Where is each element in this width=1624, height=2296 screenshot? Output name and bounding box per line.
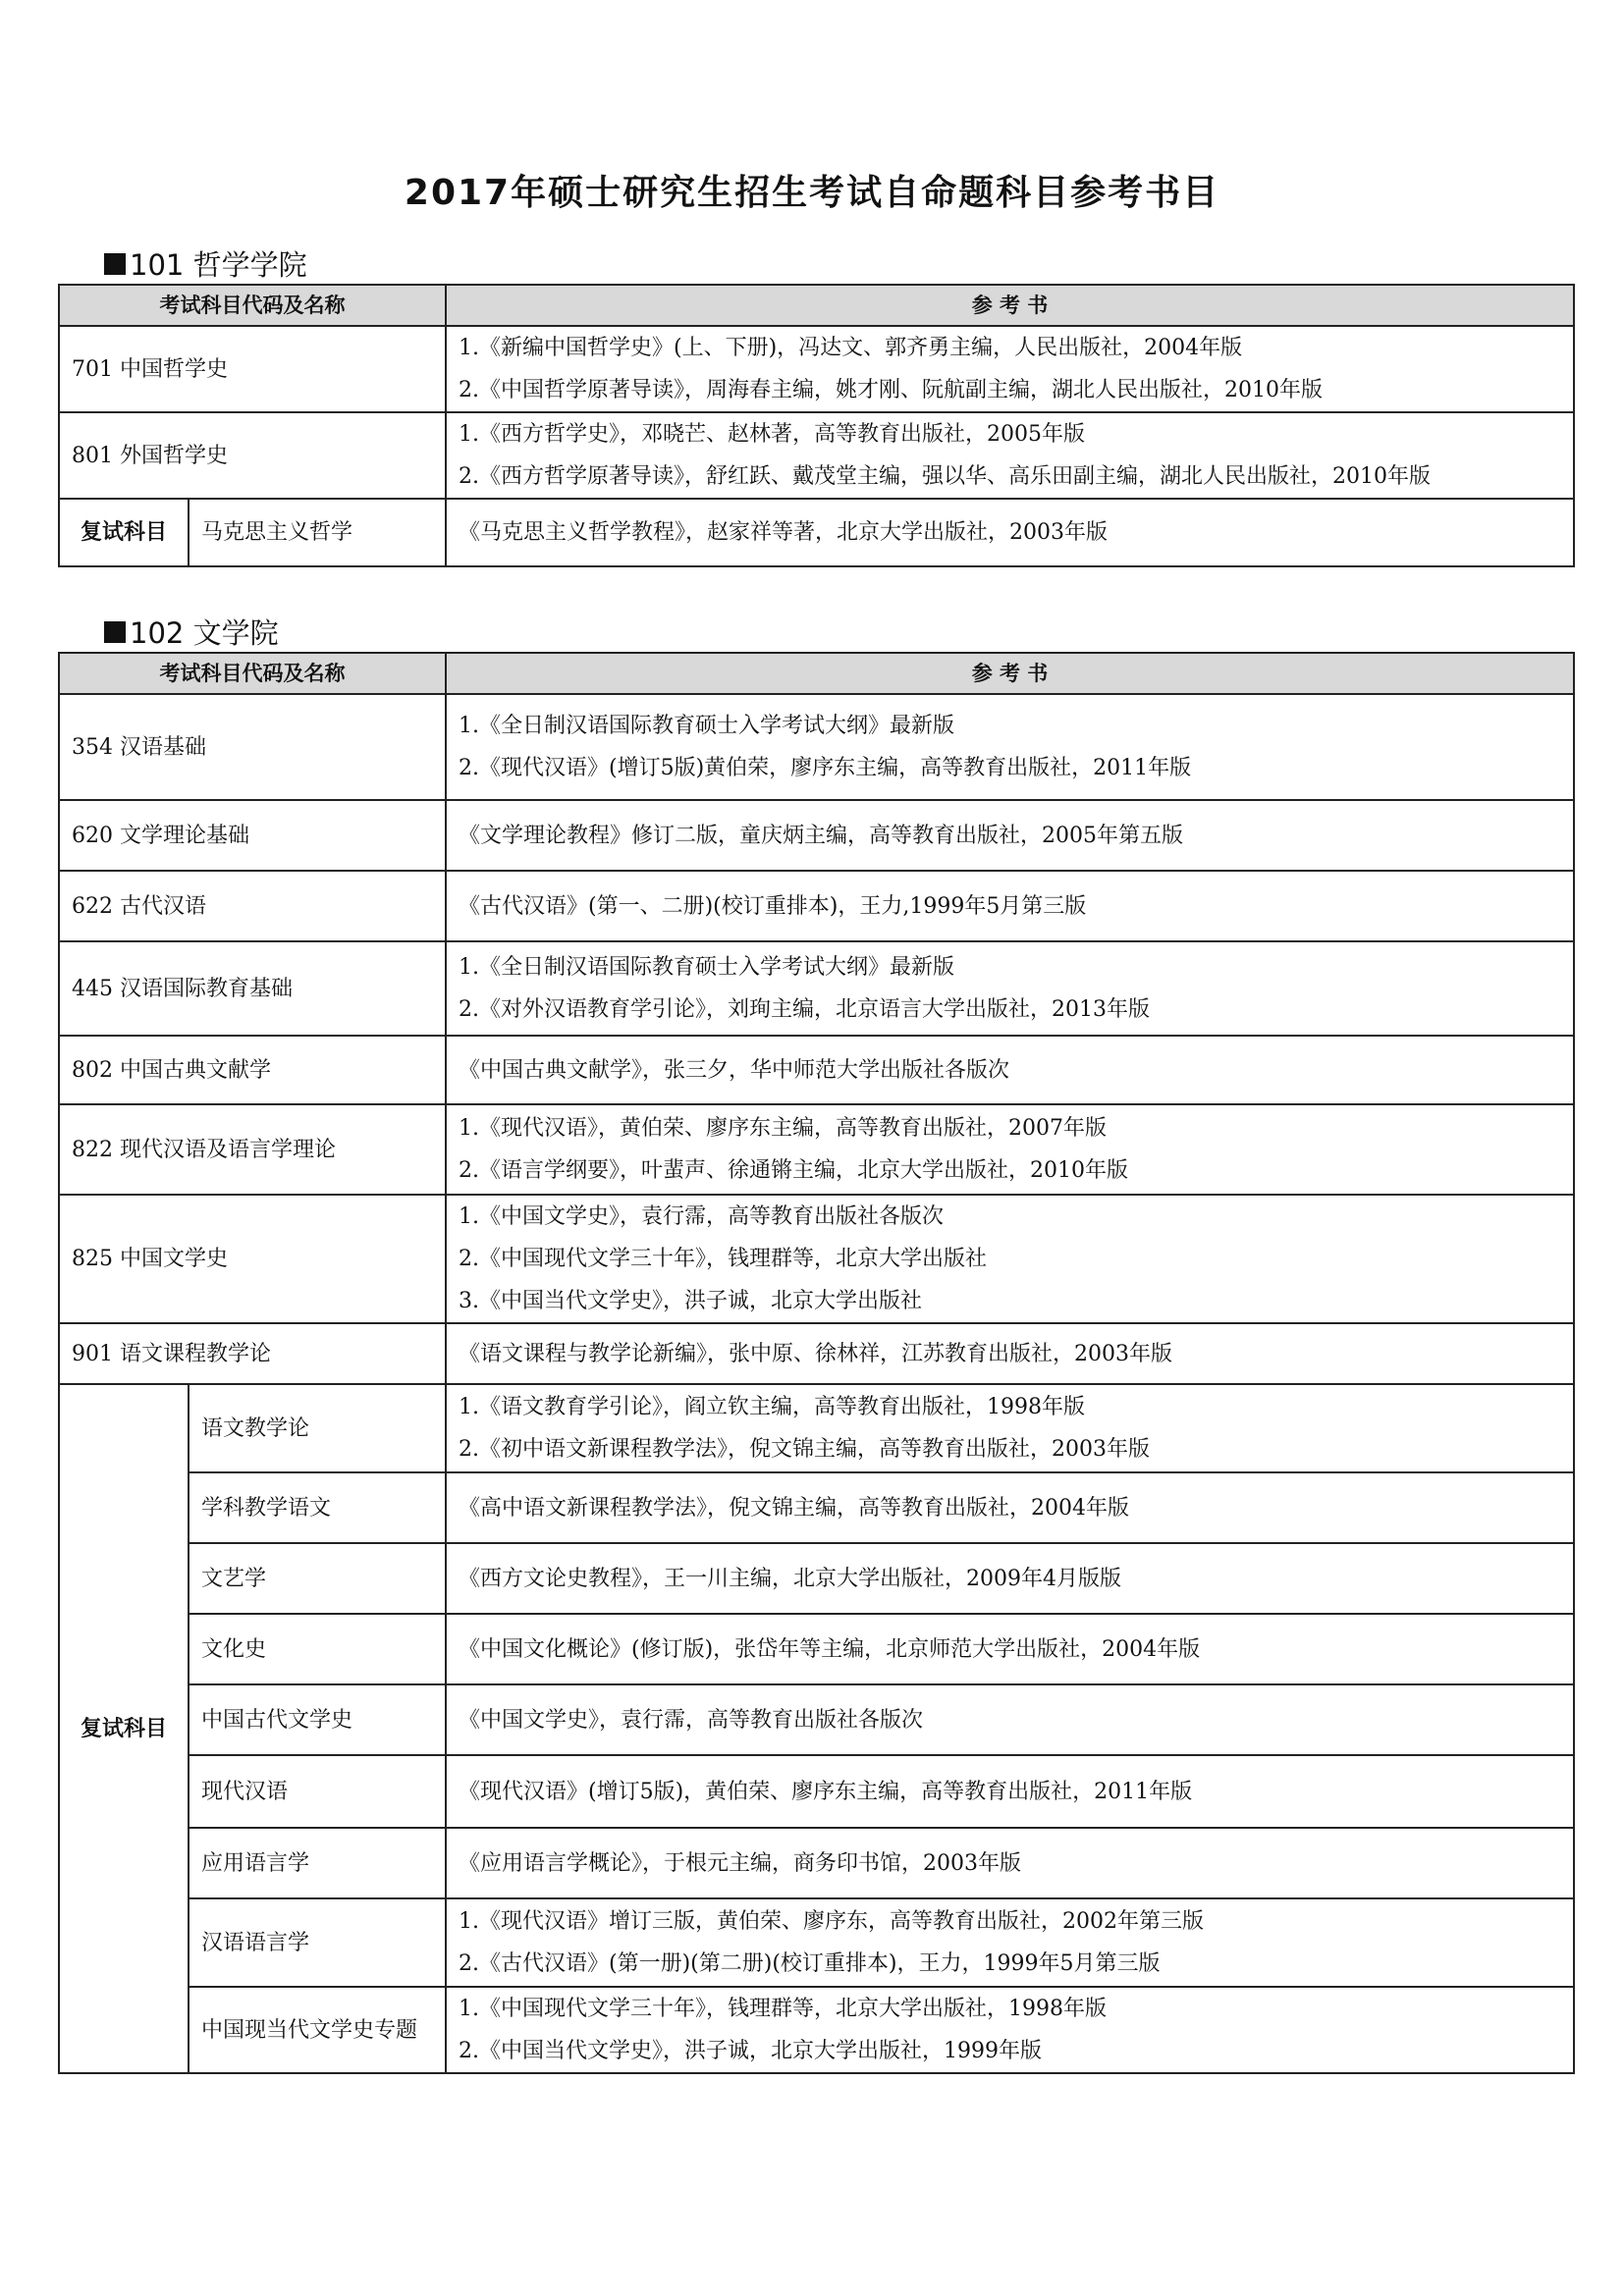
books-cell [446,1898,1574,1987]
retest-subject-cell: 学科教学语文 [189,1472,446,1543]
table-row [59,1755,1574,1828]
retest-subject-cell: 中国现当代文学史专题 [189,1987,446,2073]
books-cell [446,871,1574,941]
book-entry: 1.《现代汉语》增订三版，黄伯荣、廖序东，高等教育出版社，2002年第三版 [459,1909,1204,1934]
section-heading-philosophy [104,243,307,284]
subject-cell: 701 中国哲学史 [59,326,446,412]
square-bullet-icon [104,621,126,643]
literature-reference-table [58,652,1575,2074]
books-cell [446,1755,1574,1828]
retest-label: 复试科目 [59,1384,189,2073]
subject-cell: 901 语文课程教学论 [59,1323,446,1384]
books-cell [446,1543,1574,1614]
header-subject: 考试科目代码及名称 [59,653,446,694]
book-entry: 2.《古代汉语》(第一册)(第二册)(校订重排本)，王力，1999年5月第三版 [459,1951,1161,1976]
book-entry: 2.《对外汉语教育学引论》，刘珣主编，北京语言大学出版社，2013年版 [459,997,1150,1022]
books-cell [446,1323,1574,1384]
book-entry: 《中国文化概论》(修订版)，张岱年等主编，北京师范大学出版社，2004年版 [459,1636,1201,1662]
table-row [59,871,1574,941]
table-row [59,326,1574,412]
book-entry: 2.《语言学纲要》，叶蜚声、徐通锵主编，北京大学出版社，2010年版 [459,1158,1128,1183]
book-entry: 3.《中国当代文学史》，洪子诚，北京大学出版社 [459,1289,922,1313]
retest-subject-cell: 语文教学论 [189,1384,446,1472]
book-entry: 1.《现代汉语》，黄伯荣、廖序东主编，高等教育出版社，2007年版 [459,1116,1107,1141]
header-books: 参 考 书 [446,285,1574,326]
retest-subject-cell: 中国古代文学史 [189,1684,446,1755]
table-row [59,800,1574,871]
table-row [59,1828,1574,1898]
table-row [59,412,1574,499]
books-cell [446,1104,1574,1195]
table-row [59,1323,1574,1384]
table-row [59,1036,1574,1104]
book-entry: 1.《中国现代文学三十年》，钱理群等，北京大学出版社，1998年版 [459,1997,1107,2021]
books-cell [446,499,1574,566]
table-row [59,694,1574,800]
book-entry: 2.《现代汉语》(增订5版)黄伯荣，廖序东主编，高等教育出版社，2011年版 [459,756,1192,780]
subject-cell: 802 中国古典文献学 [59,1036,446,1104]
subject-cell: 801 外国哲学史 [59,412,446,499]
subject-cell: 825 中国文学史 [59,1195,446,1323]
books-cell [446,1036,1574,1104]
book-entry: 《西方文论史教程》，王一川主编，北京大学出版社，2009年4月版版 [459,1566,1121,1591]
subject-cell: 445 汉语国际教育基础 [59,941,446,1036]
books-cell [446,694,1574,800]
book-entry: 1.《新编中国哲学史》(上、下册)，冯达文、郭齐勇主编，人民出版社，2004年版 [459,336,1243,360]
subject-cell: 822 现代汉语及语言学理论 [59,1104,446,1195]
table-row [59,1614,1574,1684]
table-row [59,499,1574,566]
section-heading-label: 102 文学院 [130,616,279,650]
books-cell [446,1828,1574,1898]
book-entry: 1.《全日制汉语国际教育硕士入学考试大纲》最新版 [459,714,954,738]
table-row [59,1195,1574,1323]
page-title: 2017年硕士研究生招生考试自命题科目参考书目 [404,173,1220,213]
books-cell [446,412,1574,499]
table-row [59,1104,1574,1195]
table-row [59,1472,1574,1543]
table-row [59,1684,1574,1755]
books-cell [446,800,1574,871]
book-entry: 2.《中国哲学原著导读》，周海春主编，姚才刚、阮航副主编，湖北人民出版社，2010年版 [459,378,1323,402]
retest-subject-cell: 汉语语言学 [189,1898,446,1987]
table-row [59,941,1574,1036]
table-row [59,1987,1574,2073]
books-cell [446,941,1574,1036]
book-entry: 《马克思主义哲学教程》，赵家祥等著，北京大学出版社，2003年版 [459,520,1108,545]
book-entry: 《语文课程与教学论新编》，张中原、徐林祥，江苏教育出版社，2003年版 [459,1341,1172,1366]
book-entry: 2.《中国当代文学史》，洪子诚，北京大学出版社，1999年版 [459,2039,1042,2063]
header-books: 参 考 书 [446,653,1574,694]
book-entry: 2.《西方哲学原著导读》，舒红跃、戴茂堂主编，强以华、高乐田副主编，湖北人民出版社，2010年版 [459,464,1431,489]
header-subject: 考试科目代码及名称 [59,285,446,326]
section-heading-literature [104,612,279,652]
retest-subject-cell: 马克思主义哲学 [189,499,446,566]
retest-subject-cell: 文化史 [189,1614,446,1684]
square-bullet-icon [104,253,126,275]
retest-subject-cell: 文艺学 [189,1543,446,1614]
retest-label: 复试科目 [59,499,189,566]
retest-subject-cell: 应用语言学 [189,1828,446,1898]
retest-subject-cell: 现代汉语 [189,1755,446,1828]
books-cell [446,326,1574,412]
table-row [59,1898,1574,1987]
table-header-row [59,653,1574,694]
book-entry: 《中国古典文献学》，张三夕，华中师范大学出版社各版次 [459,1057,1010,1083]
books-cell [446,1614,1574,1684]
book-entry: 《现代汉语》(增订5版)，黄伯荣、廖序东主编，高等教育出版社，2011年版 [459,1779,1193,1804]
books-cell [446,1195,1574,1323]
subject-cell: 620 文学理论基础 [59,800,446,871]
books-cell [446,1684,1574,1755]
book-entry: 《应用语言学概论》，于根元主编，商务印书馆，2003年版 [459,1850,1021,1876]
subject-cell: 354 汉语基础 [59,694,446,800]
book-entry: 1.《语文教育学引论》，阎立钦主编，高等教育出版社，1998年版 [459,1395,1085,1419]
books-cell [446,1987,1574,2073]
books-cell [446,1472,1574,1543]
subject-cell: 622 古代汉语 [59,871,446,941]
table-row [59,1384,1574,1472]
book-entry: 《高中语文新课程教学法》，倪文锦主编，高等教育出版社，2004年版 [459,1495,1129,1521]
philosophy-reference-table [58,284,1575,567]
book-entry: 1.《西方哲学史》，邓晓芒、赵林著，高等教育出版社，2005年版 [459,422,1085,447]
book-entry: 1.《中国文学史》，袁行霈，高等教育出版社各版次 [459,1204,944,1229]
book-entry: 《古代汉语》(第一、二册)(校订重排本)，王力,1999年5月第三版 [459,893,1087,919]
book-entry: 2.《初中语文新课程教学法》，倪文锦主编，高等教育出版社，2003年版 [459,1437,1150,1462]
table-row [59,1543,1574,1614]
book-entry: 1.《全日制汉语国际教育硕士入学考试大纲》最新版 [459,955,954,980]
section-heading-label: 101 哲学学院 [130,248,307,282]
book-entry: 2.《中国现代文学三十年》，钱理群等，北京大学出版社 [459,1247,987,1271]
book-entry: 《文学理论教程》修订二版，童庆炳主编，高等教育出版社，2005年第五版 [459,823,1183,848]
book-entry: 《中国文学史》，袁行霈，高等教育出版社各版次 [459,1707,924,1733]
table-header-row [59,285,1574,326]
books-cell [446,1384,1574,1472]
